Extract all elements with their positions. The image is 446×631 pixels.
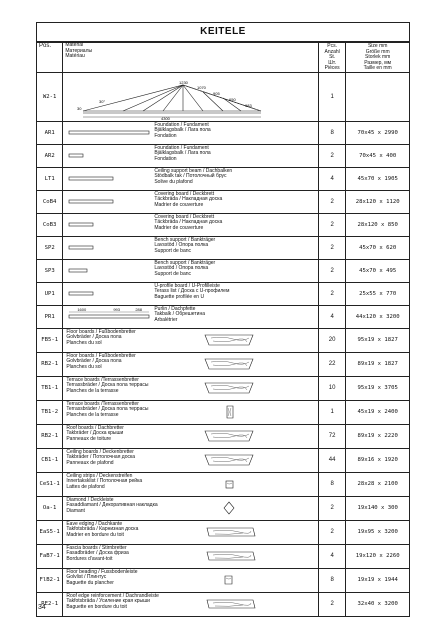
purlin-dim-2: 993 <box>113 306 121 312</box>
part-size: 28x120 x 1120 <box>346 190 410 213</box>
part-description <box>154 146 291 163</box>
part-material-cell <box>63 259 319 282</box>
part-drawing <box>183 474 267 494</box>
header-pos: Pos. <box>37 43 63 73</box>
part-desc-line-1: U-profile board / U-Profilleiste <box>154 282 220 289</box>
part-material-cell <box>63 472 319 496</box>
part-desc-line-1: Terrace boards /Terrassenbretter <box>66 400 139 407</box>
part-size: 45x70 x 620 <box>346 236 410 259</box>
part-material-cell <box>63 520 319 544</box>
part-size: 19x95 x 3200 <box>346 520 410 544</box>
part-qty: 22 <box>318 352 345 376</box>
part-qty: 2 <box>318 144 345 167</box>
part-pos: FB5-1 <box>37 328 63 352</box>
part-qty: 2 <box>318 496 345 520</box>
part-qty: 2 <box>318 190 345 213</box>
table-row <box>37 520 410 544</box>
part-desc-line-2: Lavsstöd / Опора полка <box>154 242 209 249</box>
table-header-row <box>37 43 410 73</box>
part-description <box>154 284 291 301</box>
truss-size <box>346 72 410 121</box>
parts-table <box>36 42 410 617</box>
part-qty: 2 <box>318 592 345 616</box>
part-pos: Oa-1 <box>37 496 63 520</box>
part-desc-line-3: Lattes de plafond <box>66 483 105 490</box>
part-material-cell <box>63 190 319 213</box>
part-desc-line-1: Diamond / Deckleiste <box>66 496 114 503</box>
part-qty: 1 <box>318 400 345 424</box>
table-row <box>37 400 410 424</box>
part-qty: 10 <box>318 376 345 400</box>
header-qty-fr: Pièces <box>324 65 340 72</box>
part-pos: CeS1-1 <box>37 472 63 496</box>
part-pos: FaB7-1 <box>37 544 63 568</box>
part-size: 95x19 x 1827 <box>346 328 410 352</box>
part-size: 89x19 x 2220 <box>346 424 410 448</box>
truss-dim-1: 1230 <box>179 79 189 85</box>
part-desc-line-1: Foundation / Fundament <box>154 121 209 128</box>
table-row <box>37 544 410 568</box>
table-row <box>37 376 410 400</box>
part-desc-line-2: Golvlist / Плинтус <box>66 574 107 581</box>
part-desc-line-2: Innertaksklist / Потолочная рейка <box>66 478 143 485</box>
table-row <box>37 328 410 352</box>
truss-row <box>37 72 410 121</box>
part-pos: CoB4 <box>37 190 63 213</box>
header-material-ru: Материалы <box>65 47 93 54</box>
truss-qty: 1 <box>318 72 345 121</box>
header-material <box>63 43 319 73</box>
part-qty: 44 <box>318 448 345 472</box>
part-size: 32x40 x 3200 <box>346 592 410 616</box>
part-description <box>66 594 186 611</box>
part-drawing <box>183 594 267 614</box>
part-pos: PR1 <box>37 305 63 328</box>
part-desc-line-1: Floor beading / Fussbodenleiste <box>66 568 138 575</box>
part-drawing <box>67 169 151 189</box>
part-desc-line-3: Fondation <box>154 132 177 139</box>
part-desc-line-3: Bordures d’avant-toit <box>66 555 113 562</box>
part-size: 45x70 x 1905 <box>346 167 410 190</box>
table-row <box>37 259 410 282</box>
part-desc-line-3: Planches de la terrasse <box>66 387 119 394</box>
part-drawing <box>183 330 267 350</box>
part-desc-line-3: Panneaux de toiture <box>66 435 112 442</box>
part-desc-line-2: Fasaddiamant / Декоративная накладка <box>66 502 158 509</box>
part-desc-line-3: Baguette du plancher <box>66 579 114 586</box>
part-desc-line-1: Roof edge reinforcement / Dachrandleiste <box>66 592 159 599</box>
header-size <box>346 43 410 73</box>
table-row <box>37 592 410 616</box>
part-material-cell <box>63 236 319 259</box>
part-size: 19x120 x 2260 <box>346 544 410 568</box>
purlin-dim-3: 288 <box>135 306 143 312</box>
part-qty: 20 <box>318 328 345 352</box>
part-size: 19x140 x 300 <box>346 496 410 520</box>
page-number: 34 <box>38 604 46 611</box>
part-qty: 2 <box>318 259 345 282</box>
part-pos: EaS5-1 <box>37 520 63 544</box>
part-desc-line-1: Purlin / Dachpfette <box>154 305 196 312</box>
part-qty: 2 <box>318 520 345 544</box>
part-material-cell <box>63 544 319 568</box>
part-material-cell <box>63 592 319 616</box>
part-description <box>66 546 186 563</box>
part-desc-line-2: Terass list / Доска с U-профилем <box>154 288 230 295</box>
part-drawing <box>183 354 267 374</box>
part-description <box>154 307 291 324</box>
part-desc-line-1: Ceiling strips / Deckenstreifen <box>66 472 133 479</box>
part-description <box>154 215 291 232</box>
part-desc-line-2: Täckbräda / Накладная доска <box>154 196 223 203</box>
part-pos: RB2-1 <box>37 352 63 376</box>
part-pos: AR1 <box>37 121 63 144</box>
part-desc-line-3: Baguette profilée en U <box>154 293 205 300</box>
part-desc-line-2: Terrassbräder / Доска пола террасы <box>66 382 149 389</box>
part-qty: 8 <box>318 472 345 496</box>
part-desc-line-3: Arbalétrier <box>154 316 178 323</box>
part-desc-line-3: Planches du sol <box>66 339 102 346</box>
header-size-de: Größe mm <box>365 48 390 55</box>
part-material-cell <box>63 328 319 352</box>
part-desc-line-1: Floor boards / Fußbodenbretter <box>66 328 136 335</box>
table-row <box>37 424 410 448</box>
part-material-cell <box>63 213 319 236</box>
header-size-en: Size mm <box>367 43 388 49</box>
table-row <box>37 121 410 144</box>
part-material-cell <box>63 424 319 448</box>
part-drawing <box>67 261 151 281</box>
part-description <box>66 426 186 443</box>
header-qty <box>318 43 345 73</box>
part-desc-line-2: Takbalk / Обрешетина <box>154 311 206 318</box>
part-description <box>154 261 291 278</box>
header-material-en: Material <box>65 42 84 48</box>
part-desc-line-3: Solive du plafond <box>154 178 193 185</box>
part-material-cell <box>63 400 319 424</box>
part-description <box>66 402 186 419</box>
truss-dim-5: 983 <box>245 102 253 108</box>
part-size: 45x70 x 495 <box>346 259 410 282</box>
part-desc-line-1: Bench support / Bankträger <box>154 236 216 243</box>
truss-dim-6: 30 <box>77 105 82 111</box>
part-size: 70x45 x 400 <box>346 144 410 167</box>
part-material-cell <box>63 167 319 190</box>
part-drawing <box>67 284 151 304</box>
part-drawing <box>67 238 151 258</box>
header-qty-ru: Шт. <box>328 59 336 66</box>
part-desc-line-1: Covering board / Deckbrett <box>154 213 215 220</box>
truss-dim-2: 1070 <box>197 84 207 90</box>
part-description <box>154 238 291 255</box>
part-desc-line-3: Planches du sol <box>66 363 102 370</box>
part-desc-line-3: Madrier de couverture <box>154 224 204 231</box>
part-material-cell <box>63 282 319 305</box>
part-drawing <box>67 146 151 166</box>
part-desc-line-2: Golvbräder / Доска пола <box>66 334 122 341</box>
part-description <box>66 378 186 395</box>
part-desc-line-3: Madrier de couverture <box>154 201 204 208</box>
table-row <box>37 448 410 472</box>
part-desc-line-1: Ceiling boards / Deckenbretter <box>66 448 134 455</box>
part-desc-line-1: Covering board / Deckbrett <box>154 190 215 197</box>
part-material-cell <box>63 144 319 167</box>
table-row <box>37 190 410 213</box>
part-description <box>66 498 186 515</box>
part-description <box>66 474 186 491</box>
header-qty-de: Anzahl <box>324 48 340 55</box>
part-desc-line-3: Support de banc <box>154 270 192 277</box>
purlin-dim-1: 1600 <box>77 306 87 312</box>
part-desc-line-3: Support de banc <box>154 247 192 254</box>
part-qty: 2 <box>318 236 345 259</box>
truss-drawing-cell <box>63 72 319 121</box>
part-drawing <box>67 215 151 235</box>
part-description <box>66 570 186 587</box>
part-drawing <box>183 426 267 446</box>
table-row <box>37 213 410 236</box>
part-pos: SP2 <box>37 236 63 259</box>
part-size: 28x120 x 850 <box>346 213 410 236</box>
part-drawing <box>183 498 267 518</box>
part-description <box>154 192 291 209</box>
part-drawing <box>67 123 151 143</box>
header-size-fr: Taille en mm <box>363 65 392 72</box>
part-pos: CoB3 <box>37 213 63 236</box>
part-desc-line-2: Takfotsbräda / Усиление края крыши <box>66 598 150 605</box>
part-desc-line-2: Takfotsbräda / Карнизная доска <box>66 526 139 533</box>
part-desc-line-2: Golvbräder / Доска пола <box>66 358 122 365</box>
part-desc-line-2: Terrassbräder / Доска пола террасы <box>66 406 149 413</box>
part-desc-line-1: Floor boards / Fußbodenbretter <box>66 352 136 359</box>
header-size-sv: Storlek mm <box>365 54 391 61</box>
part-size: 19x19 x 1944 <box>346 568 410 592</box>
part-material-cell <box>63 352 319 376</box>
table-row <box>37 496 410 520</box>
part-desc-line-2: Lavsstöd / Опора полка <box>154 265 209 272</box>
part-desc-line-1: Fascia boards / Stirnbretter <box>66 544 127 551</box>
part-qty: 4 <box>318 305 345 328</box>
part-desc-line-1: Roof boards / Dachbretter <box>66 424 124 431</box>
header-qty-sv: St. <box>329 54 336 61</box>
part-desc-line-1: Bench support / Bankträger <box>154 259 216 266</box>
part-pos: FlB2-1 <box>37 568 63 592</box>
part-drawing <box>183 546 267 566</box>
roof-truss-drawing <box>63 73 293 121</box>
truss-span-label: 4300 <box>161 115 171 121</box>
part-size: 95x19 x 3705 <box>346 376 410 400</box>
part-size: 70x45 x 2990 <box>346 121 410 144</box>
table-row <box>37 167 410 190</box>
part-size: 89x19 x 1827 <box>346 352 410 376</box>
part-drawing <box>183 522 267 542</box>
part-pos: TB1-1 <box>37 376 63 400</box>
part-desc-line-2: Stödbalk tak / Потолочный брус <box>154 173 227 180</box>
table-row <box>37 144 410 167</box>
table-row <box>37 236 410 259</box>
table-row <box>37 352 410 376</box>
part-desc-line-1: Eave edging / Dachkante <box>66 520 123 527</box>
part-desc-line-1: Terrace boards /Terrassenbretter <box>66 376 139 383</box>
table-row <box>37 282 410 305</box>
part-drawing <box>183 402 267 422</box>
part-size: 25x55 x 770 <box>346 282 410 305</box>
part-desc-line-1: Ceiling support beam / Dachbalken <box>154 167 233 174</box>
part-description <box>154 123 291 140</box>
part-desc-line-2: Täckbräda / Накладная доска <box>154 219 223 226</box>
part-desc-line-2: Bjälklagsbalk / Лага пола <box>154 150 211 157</box>
part-desc-line-2: Bjälklagsbalk / Лага пола <box>154 127 211 134</box>
table-row <box>37 305 410 328</box>
part-qty: 4 <box>318 544 345 568</box>
part-desc-line-3: Baguette en bordure du toit <box>66 603 127 610</box>
part-desc-line-3: Panneaux de plafond <box>66 459 114 466</box>
part-desc-line-3: Planches de la terrasse <box>66 411 119 418</box>
part-qty: 72 <box>318 424 345 448</box>
truss-dim-3: 905 <box>213 90 221 96</box>
part-size: 45x19 x 2400 <box>346 400 410 424</box>
part-qty: 2 <box>318 282 345 305</box>
part-description <box>66 522 186 539</box>
part-drawing <box>67 192 151 212</box>
part-desc-line-3: Diamant <box>66 507 85 514</box>
part-desc-line-3: Madrier en bordure du toit <box>66 531 124 538</box>
part-desc-line-3: Fondation <box>154 155 177 162</box>
part-material-cell <box>63 121 319 144</box>
part-material-cell <box>63 496 319 520</box>
part-material-cell <box>63 376 319 400</box>
part-pos: SP3 <box>37 259 63 282</box>
table-row <box>37 568 410 592</box>
part-pos: RE2-1 <box>37 592 63 616</box>
header-qty-en: Pcs. <box>327 43 338 49</box>
part-qty: 4 <box>318 167 345 190</box>
part-qty: 2 <box>318 213 345 236</box>
part-drawing <box>183 378 267 398</box>
table-row <box>37 472 410 496</box>
part-pos: AR2 <box>37 144 63 167</box>
part-material-cell <box>63 568 319 592</box>
document-title: KEITELE <box>36 22 410 42</box>
part-drawing <box>183 570 267 590</box>
part-pos: UP1 <box>37 282 63 305</box>
part-pos: TB1-2 <box>37 400 63 424</box>
part-size: 44x120 x 3200 <box>346 305 410 328</box>
part-material-cell <box>63 448 319 472</box>
part-description <box>66 450 186 467</box>
part-qty: 8 <box>318 121 345 144</box>
part-size: 89x16 x 1920 <box>346 448 410 472</box>
part-description <box>154 169 291 186</box>
part-pos: RB2-1 <box>37 424 63 448</box>
part-desc-line-2: Takbräder / Доска крыши <box>66 430 124 437</box>
part-size: 28x28 x 2100 <box>346 472 410 496</box>
part-pos: LT1 <box>37 167 63 190</box>
truss-pos: W2-1 <box>37 72 63 121</box>
truss-angle-label: 30° <box>99 98 106 104</box>
truss-dim-4: 650 <box>229 96 237 102</box>
part-desc-line-2: Fasadbräder / Доска фриза <box>66 550 129 557</box>
part-material-cell <box>63 305 319 328</box>
part-description <box>66 330 186 347</box>
part-drawing <box>183 450 267 470</box>
header-material-fr: Matériau <box>65 53 85 60</box>
part-pos: CB1-1 <box>37 448 63 472</box>
part-desc-line-2: Takbräder / Потолочная доска <box>66 454 136 461</box>
part-qty: 8 <box>318 568 345 592</box>
header-size-ru: Размер, мм <box>364 59 392 66</box>
part-description <box>66 354 186 371</box>
part-desc-line-1: Foundation / Fundament <box>154 144 209 151</box>
